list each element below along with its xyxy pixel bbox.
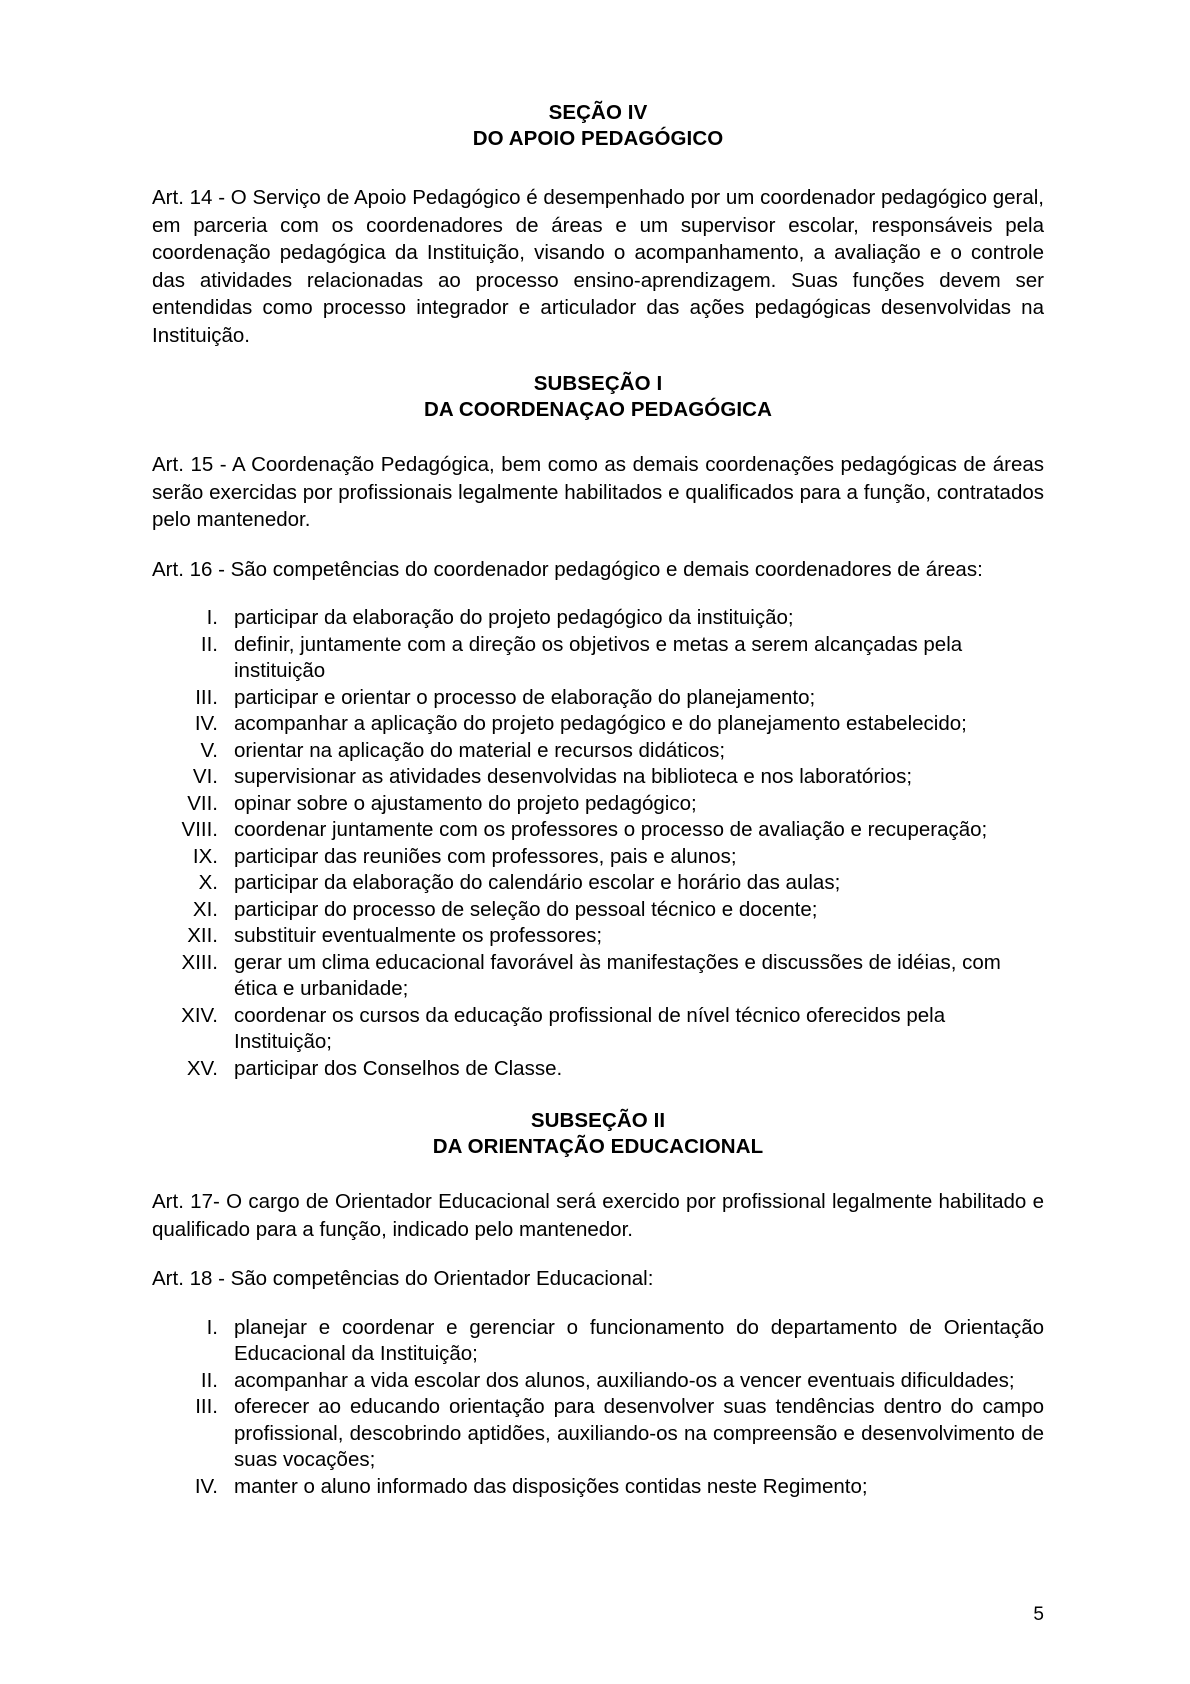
list-item-text: oferecer ao educando orientação para desenvolver suas tendências dentro do campo profissional, descobrindo aptidões, auxiliando-os na compreensão e desenvolvimento de suas vocações; — [234, 1395, 1044, 1471]
list-item — [152, 764, 1044, 791]
list-item-text: orientar na aplicação do material e recursos didáticos; — [234, 738, 726, 762]
article-14-paragraph: Art. 14 - O Serviço de Apoio Pedagógico é desempenhado por um coordenador pedagógico geral, em parceria com os coordenadores de áreas e um supervisor escolar, responsáveis pela coordenação pedagógica da Instituição, visando o acompanhamento, a avaliação e o controle das atividades relacionadas ao processo ensino-aprendizagem. Suas funções devem ser entendidas como processo integrador e articulador das ações pedagógicas desenvolvidas na Instituição. — [152, 186, 1044, 347]
list-item — [152, 1474, 1044, 1501]
spacer — [152, 158, 1044, 184]
list-item-text: participar das reuniões com professores, pais e alunos; — [234, 844, 737, 868]
list-item-numeral: V. — [200, 738, 218, 762]
list-item-numeral: IV. — [194, 712, 218, 735]
list-item-numeral: VIII. — [181, 818, 218, 841]
list-item — [152, 1003, 1044, 1056]
list-item-text: participar da elaboração do projeto pedagógico da instituição; — [234, 606, 794, 629]
list-item-numeral: XV. — [186, 1056, 218, 1080]
article-15-paragraph: Art. 15 - A Coordenação Pedagógica, bem como as demais coordenações pedagógicas de áreas serão exercidas por profissionais legalmente habilitados e qualificados para a função, contratados pelo mantenedor. — [152, 453, 1044, 531]
list-item-numeral: IX. — [192, 844, 218, 868]
secao-iv-line-1: SEÇÃO IV — [548, 101, 648, 124]
list-item — [152, 1056, 1044, 1083]
article-18-list — [152, 1315, 1044, 1501]
list-item-numeral: XIV. — [181, 1003, 218, 1027]
list-item-text: acompanhar a aplicação do projeto pedagógico e do planejamento estabelecido; — [234, 712, 967, 735]
list-item-numeral: IV. — [194, 1474, 218, 1498]
list-item — [152, 897, 1044, 924]
spacer — [152, 1166, 1044, 1188]
list-item-text: gerar um clima educacional favorável às manifestações e discussões de idéias, com ética e urbanidade; — [234, 950, 1001, 1000]
spacer — [152, 429, 1044, 451]
section-heading-subsecao-ii — [152, 1108, 1044, 1160]
list-item-text: substituir eventualmente os professores; — [234, 924, 603, 947]
list-item-text: opinar sobre o ajustamento do projeto pedagógico; — [234, 791, 697, 815]
list-item-text: manter o aluno informado das disposições contidas neste Regimento; — [234, 1474, 868, 1498]
list-item-numeral: XIII. — [181, 950, 218, 974]
list-item-text: participar e orientar o processo de elaboração do planejamento; — [234, 685, 816, 709]
secao-iv-line-2: DO APOIO PEDAGÓGICO — [472, 127, 724, 150]
spacer — [152, 1082, 1044, 1108]
spacer — [152, 534, 1044, 556]
list-item-numeral: I. — [206, 1315, 218, 1339]
spacer — [152, 349, 1044, 371]
article-18-intro: Art. 18 - São competências do Orientador Educacional: — [152, 1267, 654, 1290]
spacer — [152, 1243, 1044, 1265]
list-item — [152, 817, 1044, 844]
list-item-text: coordenar juntamente com os professores o processo de avaliação e recuperação; — [234, 818, 988, 841]
list-item-text: acompanhar a vida escolar dos alunos, auxiliando-os a vencer eventuais dificuldades; — [234, 1368, 1015, 1392]
article-17-paragraph: Art. 17- O cargo de Orientador Educacional será exercido por profissional legalmente habilitado e qualificado para a função, indicado pelo mantenedor. — [152, 1190, 1044, 1241]
list-item — [152, 950, 1044, 1003]
list-item — [152, 605, 1044, 632]
list-item — [152, 1394, 1044, 1474]
section-heading-secao-iv — [152, 100, 1044, 152]
section-heading-subsecao-i — [152, 371, 1044, 423]
article-16-list — [152, 605, 1044, 1082]
list-item — [152, 844, 1044, 871]
subsecao-ii-line-2: DA ORIENTAÇÃO EDUCACIONAL — [432, 1135, 764, 1158]
list-item-numeral: I. — [206, 606, 218, 629]
article-16-intro: Art. 16 - São competências do coordenador pedagógico e demais coordenadores de áreas: — [152, 557, 983, 581]
list-item-text: planejar e coordenar e gerenciar o funcionamento do departamento de Orientação Educacional da Instituição; — [234, 1315, 1044, 1365]
subsecao-ii-line-1: SUBSEÇÃO II — [530, 1109, 666, 1132]
list-item — [152, 923, 1044, 950]
list-item — [152, 791, 1044, 818]
subsecao-i-line-2: DA COORDENAÇAO PEDAGÓGICA — [424, 398, 772, 421]
list-item-numeral: VII. — [187, 791, 218, 815]
list-item-numeral: X. — [198, 871, 218, 894]
list-item-text: participar da elaboração do calendário escolar e horário das aulas; — [234, 871, 841, 894]
page-number: 5 — [1033, 1604, 1044, 1625]
list-item-text: coordenar os cursos da educação profissional de nível técnico oferecidos pela Instituição; — [234, 1003, 946, 1053]
list-item — [152, 685, 1044, 712]
spacer — [152, 583, 1044, 605]
list-item-text: participar dos Conselhos de Classe. — [234, 1056, 563, 1080]
list-item — [152, 870, 1044, 897]
list-item-numeral: II. — [200, 632, 218, 656]
list-item — [152, 711, 1044, 738]
list-item-numeral: II. — [200, 1368, 218, 1392]
list-item-text: definir, juntamente com a direção os objetivos e metas a serem alcançadas pela instituição — [234, 632, 963, 682]
list-item-numeral: III. — [195, 1395, 218, 1418]
list-item-numeral: XI. — [192, 897, 218, 921]
list-item-numeral: XII. — [187, 924, 218, 947]
list-item — [152, 1368, 1044, 1395]
list-item-text: participar do processo de seleção do pessoal técnico e docente; — [234, 897, 818, 921]
list-item-text: supervisionar as atividades desenvolvidas na biblioteca e nos laboratórios; — [234, 765, 913, 788]
spacer — [152, 1293, 1044, 1315]
list-item — [152, 632, 1044, 685]
list-item-numeral: VI. — [192, 765, 218, 788]
list-item — [152, 738, 1044, 765]
subsecao-i-line-1: SUBSEÇÃO I — [533, 372, 663, 395]
list-item — [152, 1315, 1044, 1368]
list-item-numeral: III. — [195, 685, 218, 709]
